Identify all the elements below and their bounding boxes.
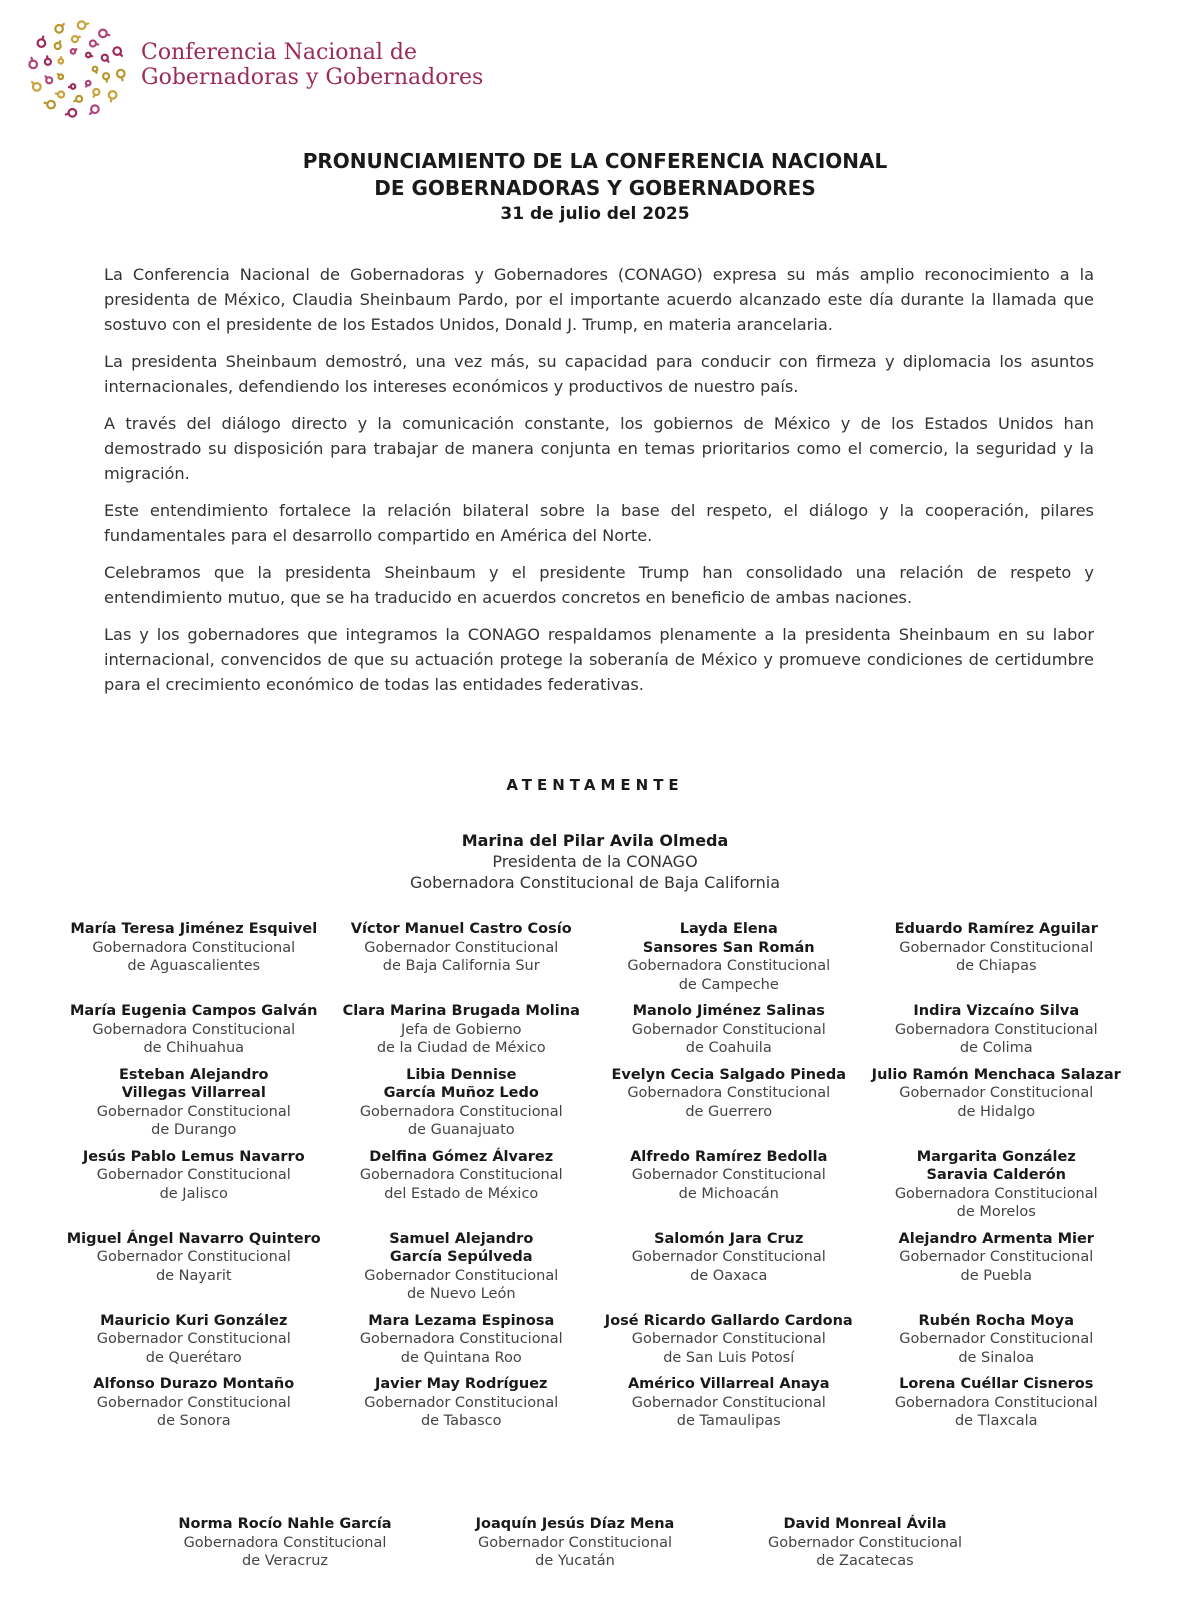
signer-role: Gobernador Constitucional	[631, 1167, 826, 1183]
signer-role: Gobernador Constitucional	[96, 1167, 291, 1183]
title-line2: DE GOBERNADORAS Y GOBERNADORES	[374, 176, 816, 200]
signer-block	[720, 1515, 1010, 1571]
paragraph: Las y los gobernadores que integramos la CONAGO respaldamos plenamente a la presidenta Sheinbaum en su labor internacional, convencidos de que su actuación protege la soberanía de México y promueve condiciones de certidumbre para el crecimiento económico de todas las entidades federativas.	[104, 625, 1094, 694]
org-name-line1: Conferencia Nacional de	[141, 40, 417, 65]
signer-name: Julio Ramón Menchaca Salazar	[871, 1066, 1121, 1083]
signer-block	[60, 1312, 328, 1368]
president-name: Marina del Pilar Avila Olmeda	[461, 831, 729, 850]
president-role: Presidenta de la CONAGO	[492, 852, 698, 871]
signer-name: Clara Marina Brugada Molina	[342, 1003, 580, 1019]
signer-block	[60, 1375, 328, 1431]
signer-block	[328, 1066, 596, 1140]
signer-name: David Monreal Ávila	[783, 1516, 947, 1532]
signer-role: Gobernador Constitucional	[96, 1331, 291, 1347]
signer-role: Gobernadora Constitucional	[359, 1167, 563, 1183]
signer-role: Gobernador Constitucional	[899, 1085, 1094, 1101]
signer-role: Gobernadora Constitucional	[627, 958, 831, 974]
body-text	[104, 262, 1094, 709]
signer-name: Villegas Villarreal	[121, 1085, 266, 1101]
signer-block	[328, 1002, 596, 1058]
signer-role: de Puebla	[960, 1267, 1032, 1284]
signer-block	[430, 1515, 720, 1571]
signer-name: Américo Villarreal Anaya	[627, 1376, 830, 1392]
signer-role: Jefa de Gobierno	[400, 1021, 522, 1038]
signer-role: Gobernadora Constitucional	[183, 1534, 387, 1551]
signer-role: Gobernadora Constitucional	[359, 1331, 563, 1347]
signer-role: Gobernador Constitucional	[631, 1249, 826, 1265]
signer-name: Sansores San Román	[642, 939, 815, 956]
signer-name: García Muñoz Ledo	[383, 1085, 539, 1101]
signer-role: de Michoacán	[678, 1185, 779, 1202]
signer-name: Libia Dennise	[406, 1066, 517, 1083]
signer-name: Evelyn Cecia Salgado Pineda	[611, 1066, 847, 1083]
signer-role: Gobernador Constitucional	[364, 1394, 559, 1411]
signer-block	[328, 1375, 596, 1431]
signer-block	[863, 1375, 1131, 1431]
signer-role: de Chihuahua	[143, 1040, 245, 1056]
signer-role: de Aguascalientes	[127, 958, 261, 974]
signer-role: de la Ciudad de México	[376, 1040, 546, 1056]
signer-block	[595, 1002, 863, 1058]
org-name	[141, 40, 483, 90]
signer-name: Margarita González	[916, 1148, 1076, 1165]
signer-name: Indira Vizcaíno Silva	[913, 1003, 1080, 1019]
closing-word: ATENTAMENTE	[506, 776, 684, 794]
signer-name: Javier May Rodríguez	[374, 1376, 548, 1392]
signer-name: Eduardo Ramírez Aguilar	[894, 921, 1098, 937]
org-name-line2: Gobernadoras y Gobernadores	[141, 65, 484, 90]
signer-block	[595, 1066, 863, 1140]
signer-block	[60, 1066, 328, 1140]
signer-name: Víctor Manuel Castro Cosío	[350, 921, 572, 937]
signer-role: Gobernador Constitucional	[631, 1394, 826, 1411]
signer-name: Layda Elena	[679, 921, 778, 937]
signer-block	[328, 1312, 596, 1368]
signer-block	[60, 920, 328, 994]
signer-role: de Jalisco	[159, 1185, 228, 1202]
signer-role: de Hidalgo	[957, 1103, 1036, 1120]
signer-block	[60, 1230, 328, 1304]
signer-role: Gobernador Constitucional	[364, 939, 559, 956]
signer-role: de Nayarit	[155, 1267, 232, 1284]
signer-block	[328, 920, 596, 994]
signer-block	[595, 1312, 863, 1368]
signer-block	[595, 920, 863, 994]
signer-role: Gobernador Constitucional	[96, 1249, 291, 1265]
signer-name: García Sepúlveda	[389, 1249, 533, 1265]
signer-block	[863, 1066, 1131, 1140]
paragraph: Celebramos que la presidenta Sheinbaum y el presidente Trump han consolidado una relación de respeto y entendimiento mutuo, que se ha traducido en acuerdos concretos en beneficio de ambas naciones.	[104, 563, 1094, 607]
signer-role: Gobernador Constitucional	[899, 939, 1094, 956]
signer-role: Gobernadora Constitucional	[894, 1185, 1098, 1202]
bottom-signers-row	[140, 1515, 1010, 1571]
signer-name: Alfonso Durazo Montaño	[93, 1376, 295, 1392]
document-title	[0, 148, 1190, 202]
signer-name: Rubén Rocha Moya	[918, 1312, 1075, 1329]
signer-block	[863, 1002, 1131, 1058]
signer-name: Joaquín Jesús Díaz Mena	[475, 1516, 675, 1532]
signer-name: José Ricardo Gallardo Cardona	[604, 1312, 853, 1329]
signer-name: Esteban Alejandro	[119, 1066, 269, 1083]
signer-block	[863, 1148, 1131, 1222]
conago-logo-icon	[22, 14, 132, 124]
paragraph: A través del diálogo directo y la comunicación constante, los gobiernos de México y de los Estados Unidos han demostrado su disposición para trabajar de manera conjunta en temas prioritarios como el comercio, la seguridad y la migración.	[104, 414, 1094, 483]
signer-role: de Yucatán	[535, 1553, 615, 1569]
signer-block	[863, 1312, 1131, 1368]
signer-name: Jesús Pablo Lemus Navarro	[82, 1148, 305, 1165]
signer-role: Gobernador Constitucional	[631, 1021, 826, 1038]
signer-role: de Tlaxcala	[954, 1413, 1038, 1429]
signer-role: de Campeche	[678, 976, 779, 993]
signer-role: de Sonora	[156, 1413, 231, 1429]
president-signature	[0, 830, 1190, 893]
signer-role: Gobernador Constitucional	[631, 1331, 826, 1347]
paragraph: La Conferencia Nacional de Gobernadoras y Gobernadores (CONAGO) expresa su más amplio reconocimiento a la presidenta de México, Claudia Sheinbaum Pardo, por el importante acuerdo alcanzado este día durante la llamada que sostuvo con el presidente de los Estados Unidos, Donald J. Trump, en materia arancelaria.	[104, 265, 1094, 334]
signer-name: Mauricio Kuri González	[100, 1312, 288, 1329]
signer-role: de Tabasco	[420, 1413, 502, 1429]
signer-role: de Tamaulipas	[676, 1413, 781, 1429]
signer-name: Salomón Jara Cruz	[654, 1230, 804, 1247]
signer-role: Gobernador Constitucional	[478, 1534, 672, 1551]
signer-name: Miguel Ángel Navarro Quintero	[66, 1230, 321, 1247]
signer-name: Alejandro Armenta Mier	[898, 1230, 1094, 1247]
signer-name: Delfina Gómez Álvarez	[369, 1148, 554, 1165]
signer-role: de Oaxaca	[690, 1267, 768, 1284]
signer-role: de Guerrero	[685, 1103, 773, 1120]
document-date: 31 de julio del 2025	[500, 204, 690, 224]
signer-role: de Guanajuato	[407, 1122, 515, 1138]
signer-role: Gobernador Constitucional	[768, 1534, 962, 1551]
signer-role: de Durango	[151, 1122, 237, 1138]
signer-role: del Estado de México	[384, 1185, 539, 1202]
signer-block	[140, 1515, 430, 1571]
signer-name: María Teresa Jiménez Esquivel	[70, 921, 318, 937]
signer-role: de Morelos	[956, 1204, 1036, 1220]
signer-name: Samuel Alejandro	[389, 1230, 534, 1247]
signer-name: María Eugenia Campos Galván	[69, 1003, 318, 1019]
signer-block	[328, 1148, 596, 1222]
signer-role: Gobernadora Constitucional	[92, 1021, 296, 1038]
signer-role: de Quintana Roo	[400, 1349, 522, 1366]
signer-block	[863, 920, 1131, 994]
signer-block	[863, 1230, 1131, 1304]
paragraph: La presidenta Sheinbaum demostró, una vez más, su capacidad para conducir con firmeza y diplomacia los asuntos internacionales, defendiendo los intereses económicos y productivos de nuestro país.	[104, 352, 1094, 396]
signer-role: Gobernadora Constitucional	[359, 1103, 563, 1120]
signer-role: de Coahuila	[685, 1040, 772, 1056]
signer-role: Gobernador Constitucional	[899, 1331, 1094, 1347]
signer-role: Gobernadora Constitucional	[92, 939, 296, 956]
signer-role: Gobernador Constitucional	[364, 1267, 559, 1284]
signer-role: de Chiapas	[955, 958, 1037, 974]
signer-role: de Nuevo León	[406, 1286, 516, 1302]
signer-role: de Sinaloa	[958, 1349, 1035, 1366]
signer-role: Gobernador Constitucional	[96, 1103, 291, 1120]
signer-name: Mara Lezama Espinosa	[368, 1312, 555, 1329]
signer-role: de San Luis Potosí	[663, 1349, 795, 1366]
signer-role: de Querétaro	[145, 1349, 242, 1366]
signer-role: de Baja California Sur	[382, 958, 540, 974]
signer-role: Gobernadora Constitucional	[894, 1394, 1098, 1411]
signer-role: de Colima	[959, 1040, 1033, 1056]
signer-block	[595, 1375, 863, 1431]
signer-block	[328, 1230, 596, 1304]
signer-name: Saravia Calderón	[926, 1167, 1066, 1183]
signer-name: Manolo Jiménez Salinas	[632, 1003, 825, 1019]
signer-role: de Zacatecas	[816, 1553, 914, 1569]
signer-block	[60, 1002, 328, 1058]
signer-name: Lorena Cuéllar Cisneros	[899, 1376, 1094, 1392]
signer-name: Norma Rocío Nahle García	[178, 1516, 392, 1532]
signer-block	[595, 1148, 863, 1222]
signer-role: Gobernadora Constitucional	[627, 1085, 831, 1101]
signer-name: Alfredo Ramírez Bedolla	[630, 1148, 828, 1165]
title-line1: PRONUNCIAMIENTO DE LA CONFERENCIA NACIONAL	[302, 149, 888, 173]
signers-grid	[60, 920, 1130, 1431]
paragraph: Este entendimiento fortalece la relación bilateral sobre la base del respeto, el diálogo y la cooperación, pilares fundamentales para el desarrollo compartido en América del Norte.	[104, 501, 1094, 545]
signer-role: Gobernador Constitucional	[899, 1249, 1094, 1265]
signer-block	[595, 1230, 863, 1304]
signer-block	[60, 1148, 328, 1222]
signer-role: Gobernadora Constitucional	[894, 1021, 1098, 1038]
signer-role: Gobernador Constitucional	[96, 1394, 291, 1411]
signer-role: de Veracruz	[241, 1553, 329, 1569]
president-title: Gobernadora Constitucional de Baja California	[409, 873, 781, 892]
